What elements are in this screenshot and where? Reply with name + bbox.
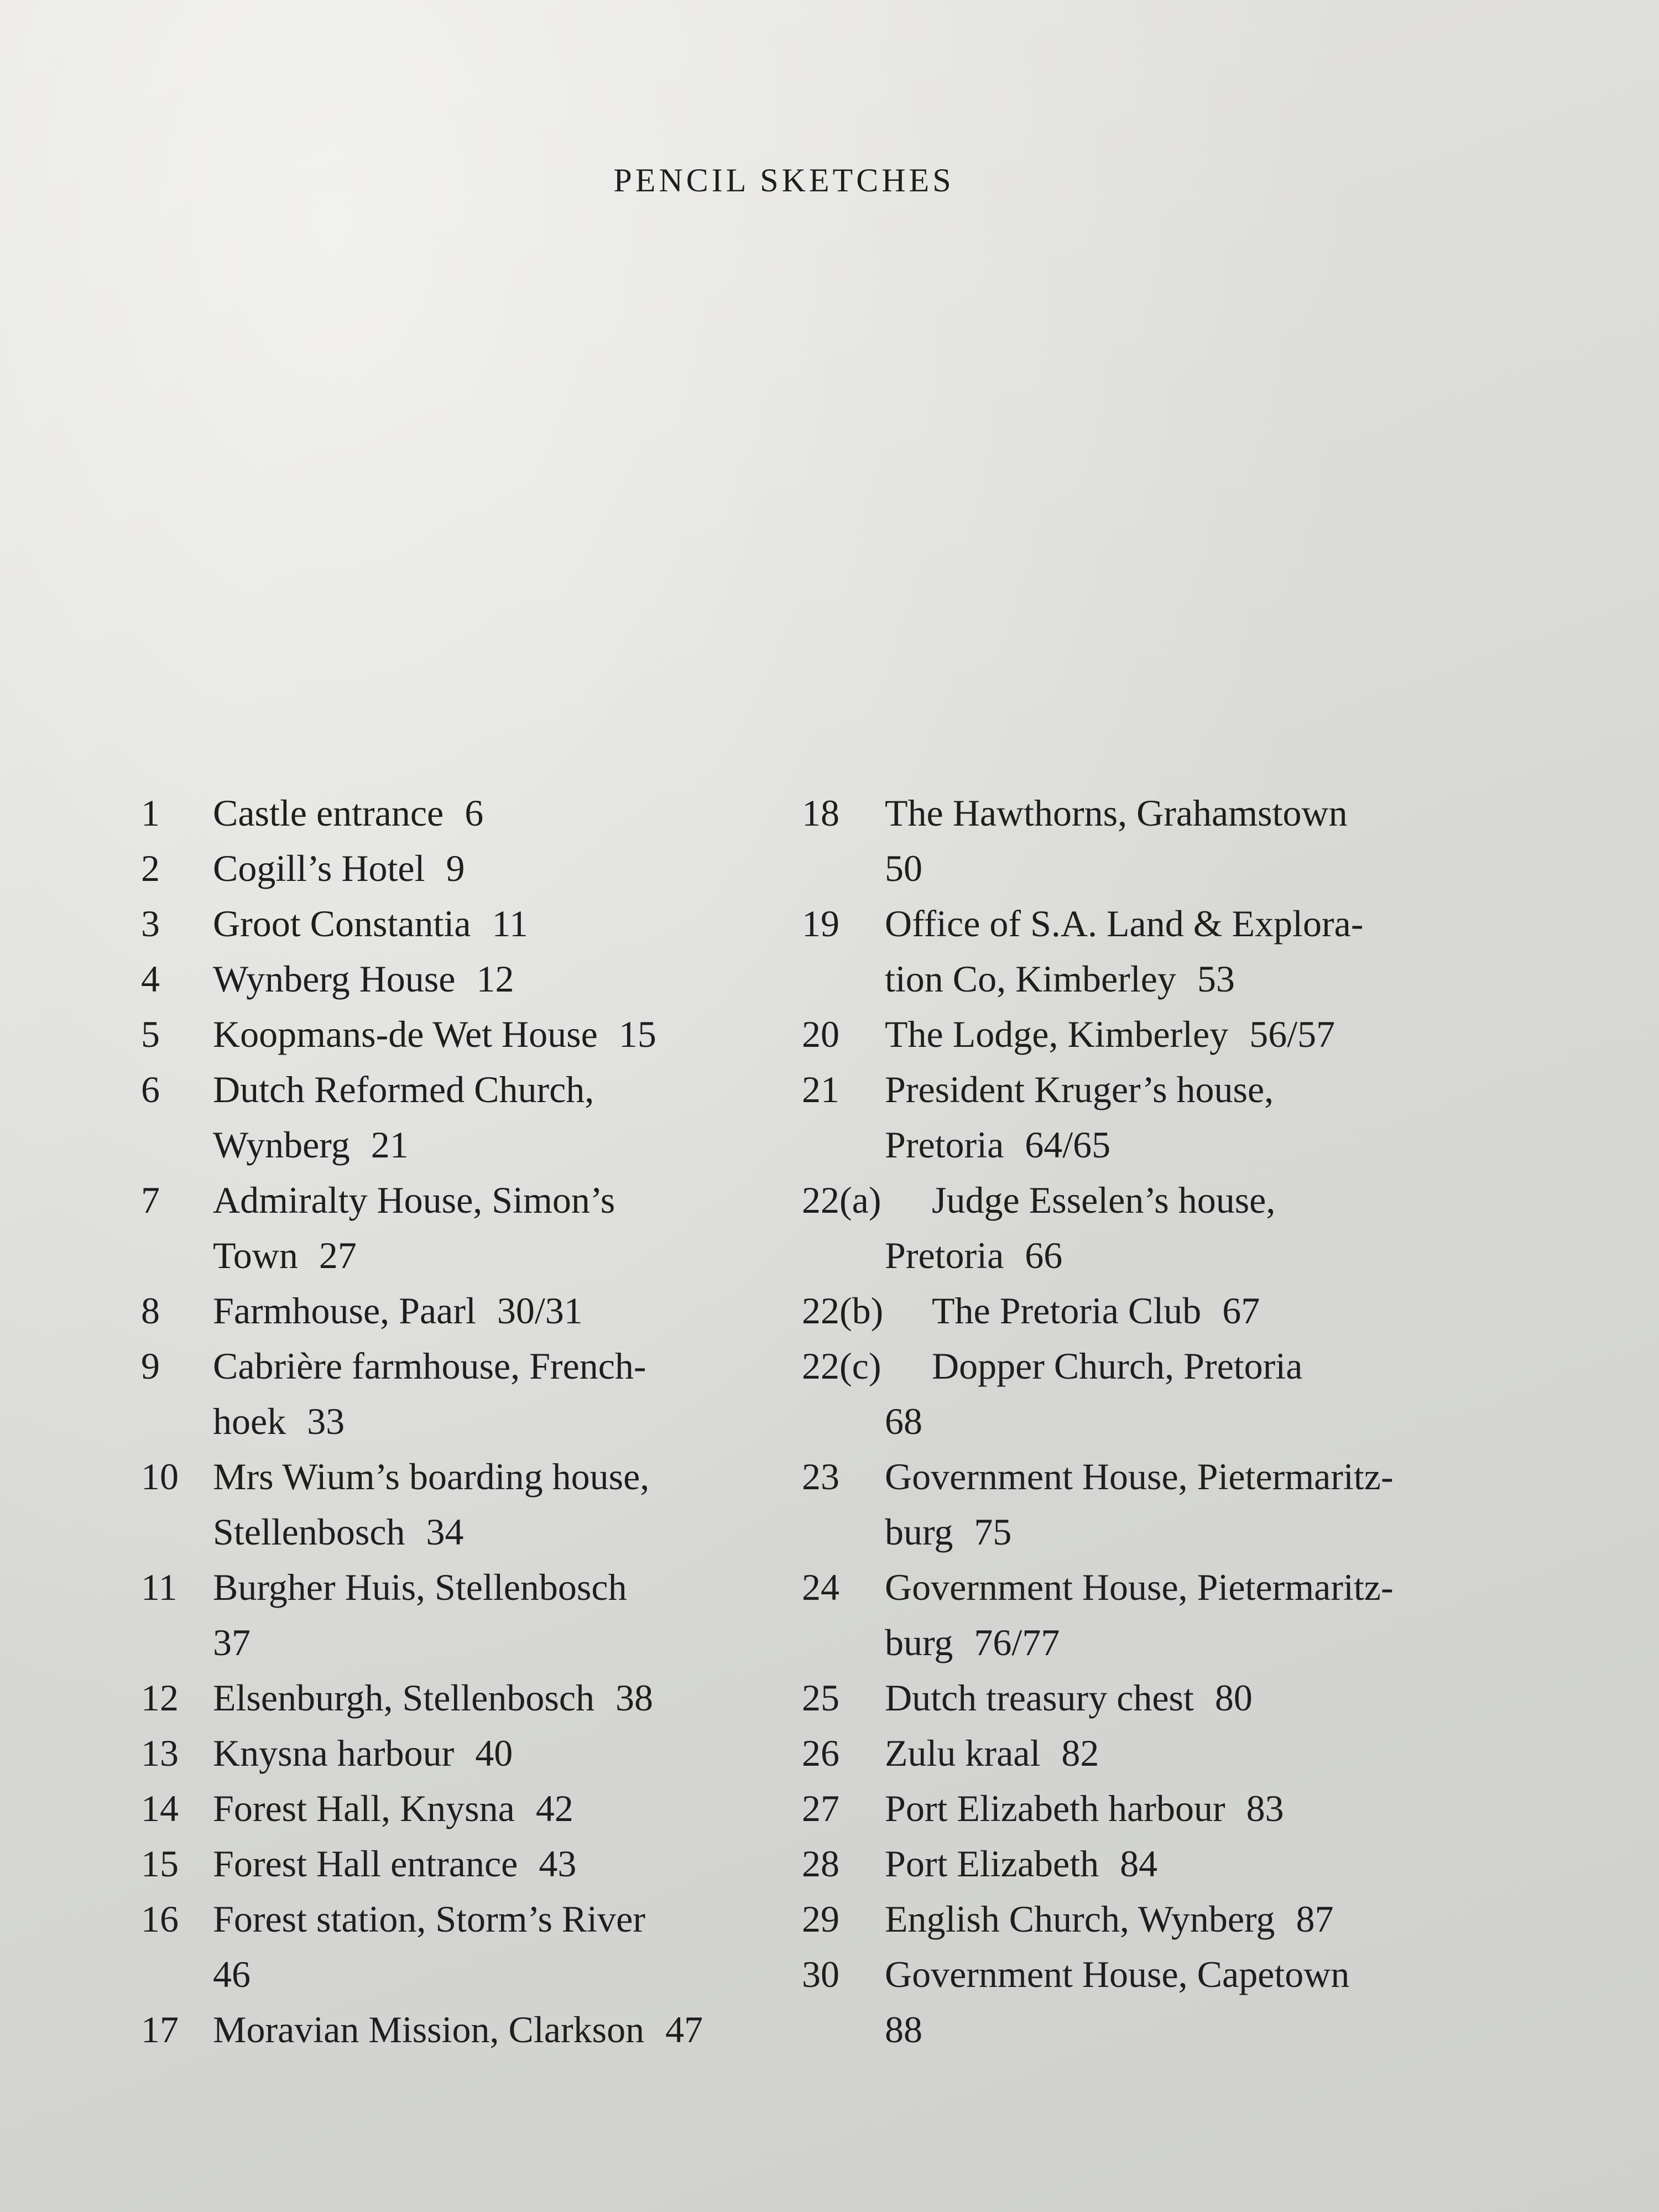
entry-title-continued: burg [885, 1511, 953, 1553]
entry-number: 15 [141, 1843, 179, 1885]
entry-title: Cogill’s Hotel [213, 847, 425, 889]
entry-page: 42 [535, 1787, 573, 1829]
entry-title-continued: Town [213, 1234, 298, 1276]
entry-title: The Hawthorns, Grahamstown [885, 792, 1348, 834]
entry-page: 87 [1296, 1898, 1334, 1940]
list-item [802, 1338, 1499, 1449]
entry-title-continued: tion Co, Kimberley [885, 958, 1176, 1000]
entry-title: Dopper Church, Pretoria [932, 1345, 1303, 1387]
entry-page: 34 [426, 1511, 464, 1553]
entry-title: Government House, Capetown [885, 1953, 1350, 1995]
entry-title: Dutch Reformed Church, [213, 1068, 594, 1110]
entry-title: Castle entrance [213, 792, 444, 834]
entry-title: English Church, Wynberg [885, 1898, 1275, 1940]
sketch-list-right [802, 785, 1499, 2057]
entry-title: Forest station, Storm’s River [213, 1898, 645, 1940]
list-item [141, 2002, 777, 2057]
entry-title: Elsenburgh, Stellenbosch [213, 1677, 594, 1719]
entry-number: 10 [141, 1455, 179, 1498]
entry-title-continued-wrap [885, 1394, 1499, 1449]
list-item [802, 1172, 1499, 1283]
entry-page: 66 [1025, 1234, 1063, 1276]
entry-number: 17 [141, 2008, 179, 2051]
entry-title-continued: Pretoria [885, 1124, 1004, 1166]
entry-number: 27 [802, 1787, 839, 1829]
list-item [141, 896, 777, 951]
entry-page: 67 [1222, 1290, 1260, 1332]
entry-number: 8 [141, 1290, 160, 1332]
entry-page: 6 [465, 792, 484, 834]
entry-number: 29 [802, 1898, 839, 1940]
sketch-list-left [141, 785, 777, 2057]
entry-page: 30/31 [497, 1290, 583, 1332]
entry-title: Forest Hall, Knysna [213, 1787, 515, 1829]
entry-title: Wynberg House [213, 958, 456, 1000]
entry-page: 46 [213, 1953, 251, 1995]
entry-title-continued-wrap [885, 1228, 1499, 1283]
entry-title: The Lodge, Kimberley [885, 1013, 1229, 1055]
list-item [802, 1891, 1499, 1947]
list-item [802, 1283, 1499, 1338]
entry-page: 56/57 [1249, 1013, 1335, 1055]
list-item [802, 1670, 1499, 1725]
entry-number: 13 [141, 1732, 179, 1774]
entry-title: Groot Constantia [213, 902, 471, 945]
entry-number: 12 [141, 1677, 179, 1719]
entry-title-continued: Stellenbosch [213, 1511, 405, 1553]
entry-number: 28 [802, 1843, 839, 1885]
list-item [141, 1338, 777, 1449]
list-item [141, 841, 777, 896]
list-item [802, 1725, 1499, 1781]
list-item [141, 1283, 777, 1338]
list-item [802, 1781, 1499, 1836]
entry-number: 22(c) [802, 1345, 881, 1387]
entry-number: 11 [141, 1566, 178, 1608]
entry-number: 1 [141, 792, 160, 834]
entry-number: 25 [802, 1677, 839, 1719]
entry-page: 37 [213, 1621, 251, 1663]
list-item [141, 785, 777, 841]
list-item [141, 1781, 777, 1836]
entry-title-continued: Pretoria [885, 1234, 1004, 1276]
entry-title: Port Elizabeth harbour [885, 1787, 1225, 1829]
entry-number: 19 [802, 902, 839, 945]
list-item [141, 951, 777, 1006]
entry-number: 14 [141, 1787, 179, 1829]
entry-page: 38 [615, 1677, 653, 1719]
entry-page: 9 [446, 847, 465, 889]
entry-number: 9 [141, 1345, 160, 1387]
entry-number: 4 [141, 958, 160, 1000]
entry-number: 26 [802, 1732, 839, 1774]
entry-title-continued: Wynberg [213, 1124, 350, 1166]
entry-page: 21 [371, 1124, 409, 1166]
entry-page: 40 [475, 1732, 513, 1774]
entry-page: 64/65 [1025, 1124, 1111, 1166]
entry-title: Office of S.A. Land & Explora- [885, 902, 1364, 945]
list-item [141, 1559, 777, 1670]
entry-page: 83 [1246, 1787, 1284, 1829]
list-item [802, 1062, 1499, 1172]
entry-number: 21 [802, 1068, 839, 1110]
entry-number: 16 [141, 1898, 179, 1940]
entry-page: 53 [1197, 958, 1235, 1000]
entry-page: 15 [618, 1013, 656, 1055]
entry-title: Koopmans-de Wet House [213, 1013, 598, 1055]
entry-page: 50 [885, 847, 922, 889]
entry-title: President Kruger’s house, [885, 1068, 1274, 1110]
entry-title: Forest Hall entrance [213, 1843, 518, 1885]
entry-title: The Pretoria Club [932, 1290, 1202, 1332]
entry-title: Dutch treasury chest [885, 1677, 1194, 1719]
entry-number: 23 [802, 1455, 839, 1498]
entry-title: Mrs Wium’s boarding house, [213, 1455, 650, 1498]
list-item [141, 1725, 777, 1781]
list-item [802, 1449, 1499, 1559]
entry-title: Admiralty House, Simon’s [213, 1179, 615, 1221]
entry-page: 75 [974, 1511, 1012, 1553]
entry-page: 82 [1061, 1732, 1099, 1774]
list-item [802, 896, 1499, 1006]
entry-title: Government House, Pietermaritz- [885, 1455, 1394, 1498]
entry-page: 11 [492, 902, 528, 945]
entry-page: 12 [476, 958, 514, 1000]
entry-page: 43 [539, 1843, 577, 1885]
entry-number: 22(a) [802, 1179, 881, 1221]
entry-page: 33 [307, 1400, 345, 1442]
entry-title: Moravian Mission, Clarkson [213, 2008, 645, 2051]
list-item [141, 1062, 777, 1172]
entry-title-continued: hoek [213, 1400, 286, 1442]
entry-number: 24 [802, 1566, 839, 1608]
entry-title: Judge Esselen’s house, [932, 1179, 1276, 1221]
entry-number: 6 [141, 1068, 160, 1110]
entry-page: 88 [885, 2008, 922, 2051]
entry-page: 68 [885, 1400, 922, 1442]
entry-page: 27 [319, 1234, 357, 1276]
entry-number: 30 [802, 1953, 839, 1995]
list-item [802, 1559, 1499, 1670]
entry-title: Farmhouse, Paarl [213, 1290, 476, 1332]
list-item [141, 1891, 777, 2002]
entry-title: Port Elizabeth [885, 1843, 1099, 1885]
entry-number: 7 [141, 1179, 160, 1221]
list-item [802, 1006, 1499, 1062]
entry-title: Government House, Pietermaritz- [885, 1566, 1394, 1608]
entry-page: 47 [665, 2008, 703, 2051]
list-item [141, 1836, 777, 1891]
entry-number: 2 [141, 847, 160, 889]
entry-title: Knysna harbour [213, 1732, 455, 1774]
list-item [141, 1172, 777, 1283]
entry-number: 22(b) [802, 1290, 884, 1332]
entry-title: Zulu kraal [885, 1732, 1041, 1774]
list-item [141, 1449, 777, 1559]
list-item [802, 1947, 1499, 2057]
page-title: PENCIL SKETCHES [613, 162, 954, 199]
entry-title-continued: burg [885, 1621, 953, 1663]
list-item [141, 1670, 777, 1725]
list-item [141, 1006, 777, 1062]
list-item [802, 785, 1499, 896]
list-item [802, 1836, 1499, 1891]
entry-title: Burgher Huis, Stellenbosch [213, 1566, 627, 1608]
entry-number: 5 [141, 1013, 160, 1055]
entry-title: Cabrière farmhouse, French- [213, 1345, 646, 1387]
entry-page: 76/77 [974, 1621, 1060, 1663]
entry-page: 84 [1120, 1843, 1158, 1885]
entry-page: 80 [1214, 1677, 1253, 1719]
entry-number: 18 [802, 792, 839, 834]
entry-number: 3 [141, 902, 160, 945]
entry-number: 20 [802, 1013, 839, 1055]
